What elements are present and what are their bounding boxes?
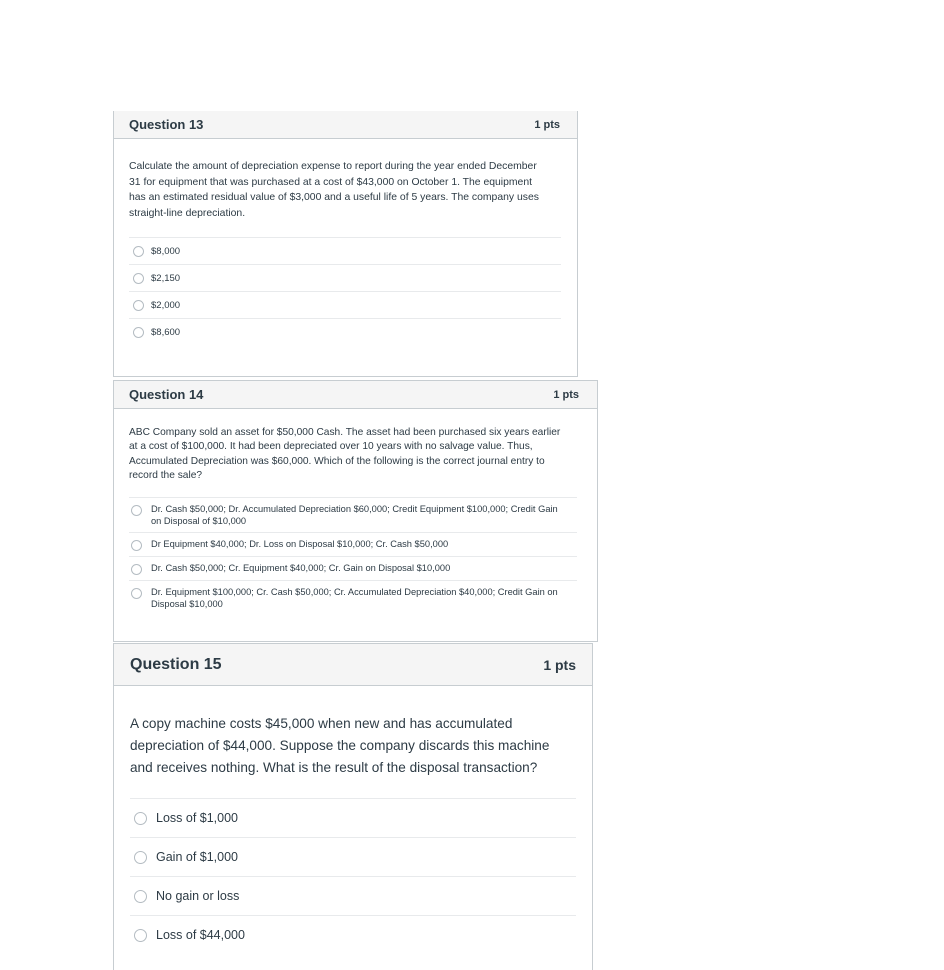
- question-text: ABC Company sold an asset for $50,000 Cash. The asset had been purchased six years earlier at a cost of $100,000. It had been depreciated over 10 years with no salvage value. Thus, Accumulated Depreciation was $60,000. Which of the following is the correct journal entry to record the sale?: [129, 427, 561, 481]
- answer-option[interactable]: [129, 580, 577, 615]
- answer-option[interactable]: [129, 237, 561, 264]
- answer-list: [129, 237, 561, 345]
- radio-button[interactable]: [133, 273, 144, 284]
- question-points: 1 pts: [534, 118, 560, 131]
- answer-list: [130, 798, 576, 954]
- question-title: Question 13: [129, 117, 204, 132]
- answer-label: Dr. Cash $50,000; Dr. Accumulated Depreciation $60,000; Credit Equipment $100,000; Credit Gain on Disposal of $10,000: [151, 504, 558, 527]
- answer-option[interactable]: [130, 798, 576, 837]
- answer-label: $8,600: [151, 326, 181, 338]
- answer-label: Dr. Equipment $100,000; Cr. Cash $50,000; Cr. Accumulated Depreciation $40,000; Credit Gain on Disposal $10,000: [151, 587, 558, 610]
- radio-button[interactable]: [133, 300, 144, 311]
- answer-list: [129, 497, 577, 615]
- radio-button[interactable]: [133, 327, 144, 338]
- answer-option[interactable]: [129, 264, 561, 291]
- answer-option[interactable]: [129, 318, 561, 345]
- answer-option[interactable]: [129, 291, 561, 318]
- radio-button[interactable]: [131, 588, 142, 599]
- answer-label: Dr. Cash $50,000; Cr. Equipment $40,000; Cr. Gain on Disposal $10,000: [151, 563, 451, 574]
- answer-option[interactable]: [130, 876, 576, 915]
- question-card-15: [113, 643, 593, 970]
- answer-option[interactable]: [130, 915, 576, 954]
- question-card-13: [113, 111, 578, 377]
- question-title: Question 14: [129, 387, 204, 402]
- answer-label: $8,000: [151, 245, 181, 257]
- question-header: [114, 111, 577, 139]
- answer-label: $2,150: [151, 272, 181, 284]
- question-title: Question 15: [130, 655, 222, 673]
- radio-button[interactable]: [134, 929, 147, 942]
- answer-label: Loss of $44,000: [156, 928, 245, 942]
- answer-option[interactable]: [130, 837, 576, 876]
- radio-button[interactable]: [131, 564, 142, 575]
- radio-button[interactable]: [131, 540, 142, 551]
- question-points: 1 pts: [553, 388, 579, 401]
- radio-button[interactable]: [134, 812, 147, 825]
- radio-button[interactable]: [133, 246, 144, 257]
- answer-option[interactable]: [129, 556, 577, 580]
- answer-label: Gain of $1,000: [156, 850, 239, 864]
- question-points: 1 pts: [543, 656, 576, 673]
- question-text: A copy machine costs $45,000 when new and has accumulated depreciation of $44,000. Suppose the company discards this machine and receives nothing. What is the result of the disposal transaction?: [130, 716, 550, 775]
- answer-option[interactable]: [129, 497, 577, 532]
- question-header: [114, 644, 592, 686]
- radio-button[interactable]: [134, 890, 147, 903]
- answer-label: Dr Equipment $40,000; Dr. Loss on Disposal $10,000; Cr. Cash $50,000: [151, 539, 449, 550]
- answer-label: Loss of $1,000: [156, 811, 239, 825]
- answer-option[interactable]: [129, 532, 577, 556]
- question-card-14: [113, 380, 598, 642]
- question-header: [114, 381, 597, 409]
- radio-button[interactable]: [131, 505, 142, 516]
- answer-label: No gain or loss: [156, 889, 240, 903]
- answer-label: $2,000: [151, 299, 181, 311]
- radio-button[interactable]: [134, 851, 147, 864]
- question-text: Calculate the amount of depreciation expense to report during the year ended December 31 for equipment that was purchased at a cost of $43,000 on October 1. The equipment has an estimated residual value of $3,000 and a useful life of 5 years. The company uses straight-line depreciation.: [129, 161, 539, 219]
